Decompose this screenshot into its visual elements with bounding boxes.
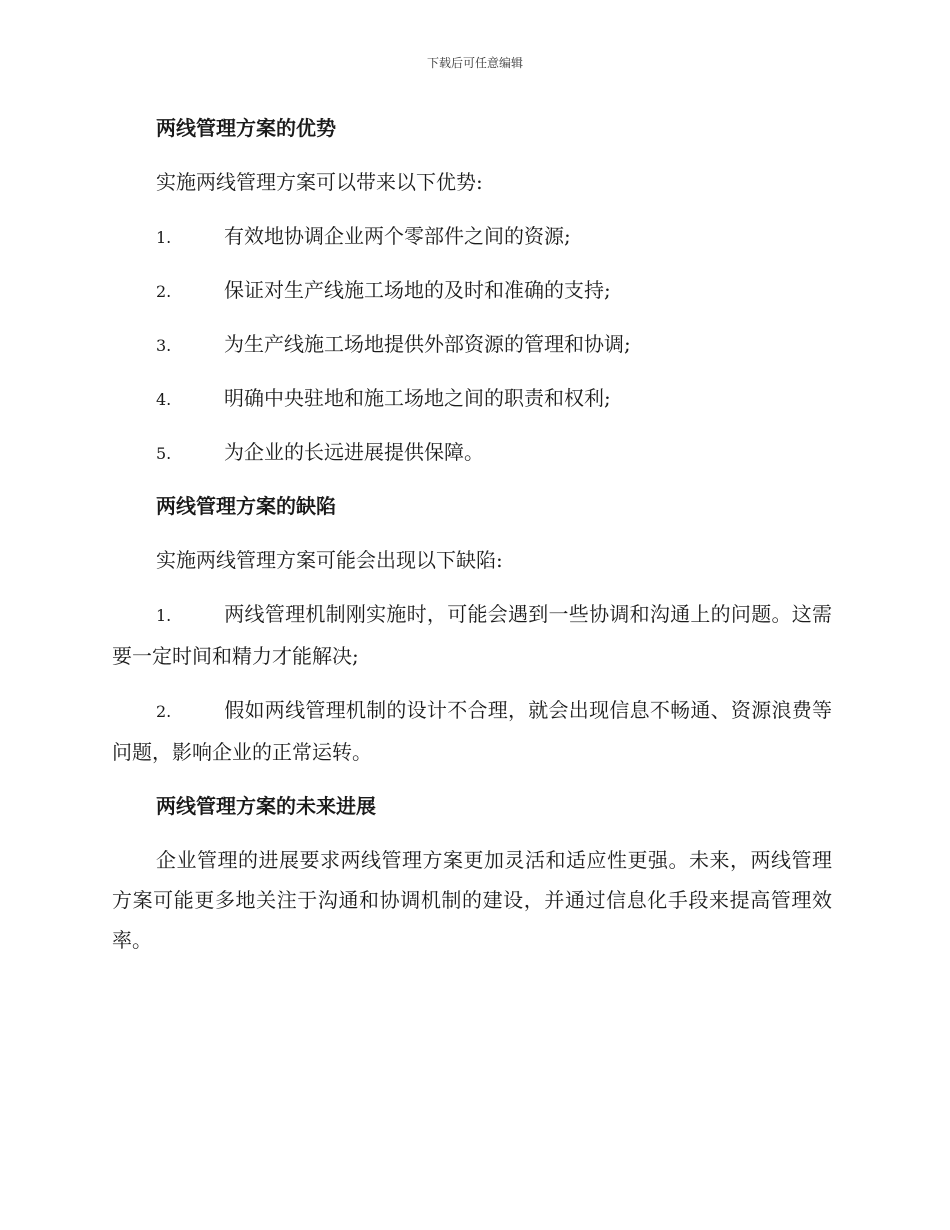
list-item-number: 2. bbox=[156, 282, 172, 301]
section-intro-defects: 实施两线管理方案可能会出现以下缺陷: bbox=[156, 548, 503, 572]
section-heading-future: 两线管理方案的未来进展 bbox=[156, 794, 376, 818]
list-item-number: 1. bbox=[156, 606, 172, 625]
list-item-text: 为生产线施工场地提供外部资源的管理和协调; bbox=[224, 332, 631, 356]
list-item-text: 假如两线管理机制的设计不合理，就会出现信息不畅通、资源浪费等问题，影响企业的正常运转。 bbox=[112, 698, 832, 764]
list-item-text: 保证对生产线施工场地的及时和准确的支持; bbox=[224, 278, 611, 302]
list-item bbox=[112, 216, 832, 256]
list-item-text: 为企业的长远进展提供保障。 bbox=[224, 440, 484, 464]
section-intro-advantages: 实施两线管理方案可以带来以下优势: bbox=[156, 170, 483, 194]
list-item-number: 3. bbox=[156, 336, 172, 355]
list-item bbox=[112, 324, 832, 364]
list-item-number: 5. bbox=[156, 444, 172, 463]
section-heading-defects: 两线管理方案的缺陷 bbox=[156, 494, 336, 518]
list-item bbox=[112, 594, 832, 676]
list-item-number: 2. bbox=[156, 702, 172, 721]
section-paragraph-future: 企业管理的进展要求两线管理方案更加灵活和适应性更强。未来，两线管理方案可能更多地关注于沟通和协调机制的建设，并通过信息化手段来提高管理效率。 bbox=[112, 848, 832, 952]
list-item bbox=[112, 432, 832, 472]
list-item bbox=[112, 378, 832, 418]
section-heading-advantages: 两线管理方案的优势 bbox=[156, 116, 336, 140]
list-item-text: 有效地协调企业两个零部件之间的资源; bbox=[224, 224, 571, 248]
list-item-number: 1. bbox=[156, 228, 172, 247]
header-note: 下载后可任意编辑 bbox=[426, 56, 523, 70]
list-item-text: 明确中央驻地和施工场地之间的职责和权利; bbox=[224, 386, 611, 410]
list-item bbox=[112, 270, 832, 310]
document-content bbox=[112, 108, 832, 960]
list-item-number: 4. bbox=[156, 390, 172, 409]
list-item-text: 两线管理机制刚实施时，可能会遇到一些协调和沟通上的问题。这需要一定时间和精力才能解决; bbox=[112, 602, 832, 668]
list-item bbox=[112, 690, 832, 772]
